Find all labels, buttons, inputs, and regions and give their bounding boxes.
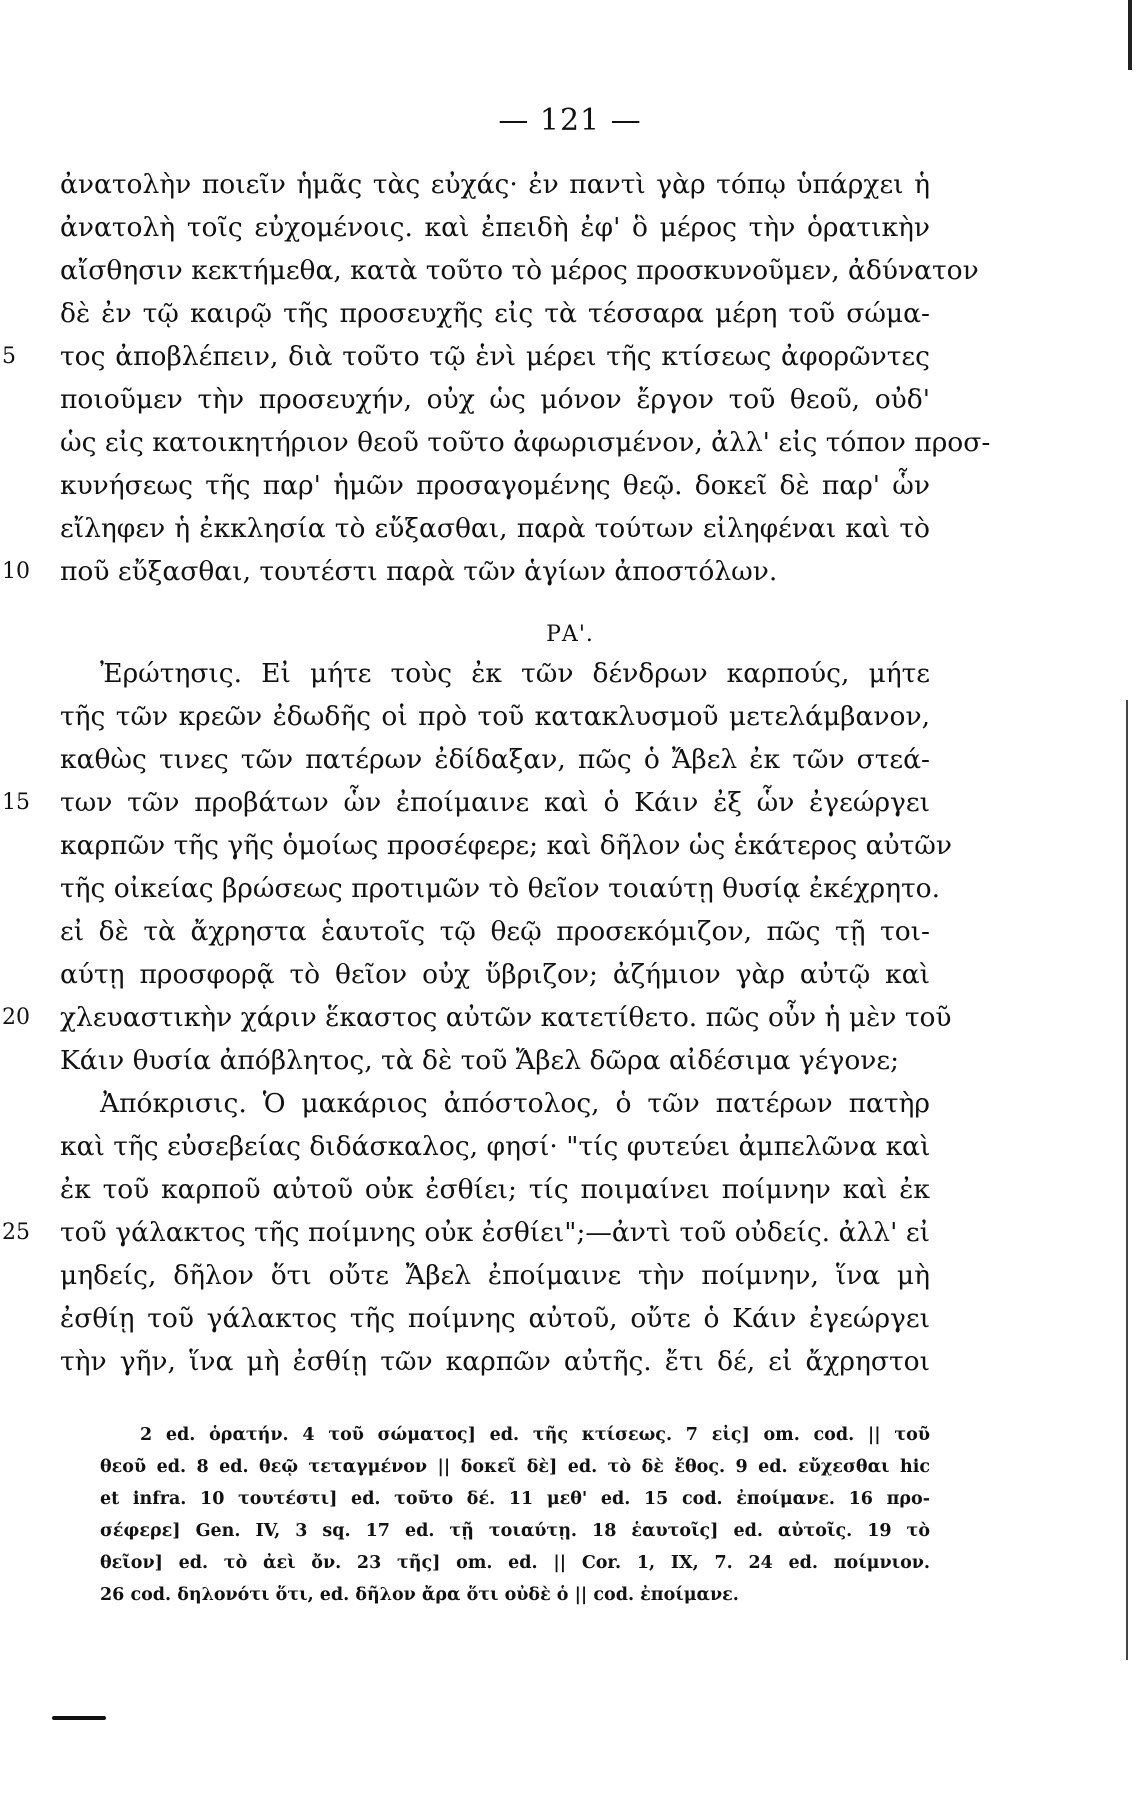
margin-line-number: 10 [2, 559, 30, 584]
footnote-line: et infra. 10 τουτέστι] ed. τοῦτο δέ. 11 μεθ' ed. 15 cod. ἐποίμανε. 16 προ- [100, 1489, 930, 1509]
text-line: μηδείς, δῆλον ὅτι οὔτε Ἄβελ ἐποίμαινε τὴν ποίμνην, ἵνα μὴ [60, 1260, 930, 1291]
text-line: καρπῶν τῆς γῆς ὁμοίως προσέφερε; καὶ δῆλον ὡς ἑκάτερος αὐτῶν [60, 830, 952, 861]
footnote-line: θεῖον] ed. τὸ ἀεὶ ὄν. 23 τῆς] om. ed. || Cor. 1, IX, 7. 24 ed. ποίμνιον. [100, 1553, 930, 1573]
footnote-line: 26 cod. δηλονότι ὅτι, ed. δῆλον ἄρα ὅτι οὐδὲ ὁ || cod. ἐποίμανε. [100, 1585, 739, 1605]
text-line: εἴληφεν ἡ ἐκκλησία τὸ εὔξασθαι, παρὰ τούτων εἰληφέναι καὶ τὸ [60, 513, 930, 544]
text-line: αύτῃ προσφορᾷ τὸ θεῖον οὐχ ὕβριζον; ἀζήμιον γὰρ αὐτῷ καὶ [60, 959, 930, 990]
text-line: καθὼς τινες τῶν πατέρων ἐδίδαξαν, πῶς ὁ Ἄβελ ἐκ τῶν στεά- [60, 744, 930, 775]
text-line: τος ἀποβλέπειν, διὰ τοῦτο τῷ ἑνὶ μέρει τῆς κτίσεως ἀφορῶντες [60, 341, 930, 372]
text-line: ἐσθίῃ τοῦ γάλακτος τῆς ποίμνης αὐτοῦ, οὔτε ὁ Κάιν ἐγεώργει [60, 1303, 930, 1334]
text-line: αἴσθησιν κεκτήμεθα, κατὰ τοῦτο τὸ μέρος προσκυνοῦμεν, ἀδύνατον [60, 255, 979, 286]
text-line: δὲ ἐν τῷ καιρῷ τῆς προσευχῆς εἰς τὰ τέσσαρα μέρη τοῦ σώμα- [60, 298, 930, 329]
text-line: ποιοῦμεν τὴν προσευχήν, οὐχ ὡς μόνον ἔργον τοῦ θεοῦ, οὐδ' [60, 384, 930, 415]
footnote-line: 2 ed. ὁρατήν. 4 τοῦ σώματος] ed. τῆς κτίσεως. 7 εἰς] om. cod. || τοῦ [140, 1425, 930, 1445]
text-line: εἰ δὲ τὰ ἄχρηστα ἑαυτοῖς τῷ θεῷ προσεκόμιζον, πῶς τῇ τοι- [60, 916, 930, 947]
text-line: Ἀπόκρισις. Ὁ μακάριος ἀπόστολος, ὁ τῶν πατέρων πατὴρ [100, 1088, 930, 1119]
margin-line-number: 25 [2, 1220, 30, 1245]
text-line: τῆς τῶν κρεῶν ἐδωδῆς οἱ πρὸ τοῦ κατακλυσμοῦ μετελάμβανον, [60, 701, 930, 732]
text-line: των τῶν προβάτων ὧν ἐποίμαινε καὶ ὁ Κάιν ἐξ ὧν ἐγεώργει [60, 787, 930, 818]
text-line: ἀνατολὴ τοῖς εὐχομένοις. καὶ ἐπειδὴ ἐφ' ὃ μέρος τὴν ὁρατικὴν [60, 212, 930, 243]
scan-edge-mark [1128, 0, 1132, 70]
text-line: ὡς εἰς κατοικητήριον θεοῦ τοῦτο ἀφωρισμένον, ἀλλ' εἰς τόπον προσ- [60, 427, 991, 458]
scan-side-rule [1126, 700, 1128, 1660]
text-line: Κάιν θυσία ἀπόβλητος, τὰ δὲ τοῦ Ἄβελ δῶρα αἰδέσιμα γέγονε; [60, 1045, 900, 1076]
text-line: ἐκ τοῦ καρποῦ αὐτοῦ οὐκ ἐσθίει; τίς ποιμαίνει ποίμνην καὶ ἐκ [60, 1174, 930, 1205]
text-line: τοῦ γάλακτος τῆς ποίμνης οὐκ ἐσθίει";—ἀντὶ τοῦ οὐδείς. ἀλλ' εἰ [60, 1217, 930, 1248]
margin-line-number: 15 [2, 790, 30, 815]
text-line: κυνήσεως τῆς παρ' ἡμῶν προσαγομένης θεῷ. δοκεῖ δὲ παρ' ὧν [60, 470, 930, 501]
text-line: ποῦ εὔξασθαι, τουτέστι παρὰ τῶν ἁγίων ἀποστόλων. [60, 556, 778, 587]
margin-line-number: 20 [2, 1005, 30, 1030]
section-heading: ΡΑ'. [546, 622, 594, 647]
text-line: Ἐρώτησις. Εἰ μήτε τοὺς ἐκ τῶν δένδρων καρπούς, μήτε [100, 658, 930, 689]
scan-ink-mark [52, 1716, 106, 1720]
footnote-line: σέφερε] Gen. IV, 3 sq. 17 ed. τῇ τοιαύτῃ. 18 ἑαυτοῖς] ed. αὐτοῖς. 19 τὸ [100, 1521, 930, 1541]
page-number: — 121 — [498, 103, 642, 138]
text-line: τῆς οἰκείας βρώσεως προτιμῶν τὸ θεῖον τοιαύτῃ θυσίᾳ ἐκέχρητο. [60, 873, 941, 904]
text-line: ἀνατολὴν ποιεῖν ἡμᾶς τὰς εὐχάς· ἐν παντὶ γὰρ τόπῳ ὑπάρχει ἡ [60, 169, 930, 200]
text-line: χλευαστικὴν χάριν ἕκαστος αὐτῶν κατετίθετο. πῶς οὖν ἡ μὲν τοῦ [60, 1002, 952, 1033]
margin-line-number: 5 [2, 344, 16, 369]
footnote-line: θεοῦ ed. 8 ed. θεῷ τεταγμένον || δοκεῖ δὲ] ed. τὸ δὲ ἔθος. 9 ed. εὔχεσθαι hic [100, 1457, 930, 1477]
text-line: καὶ τῆς εὐσεβείας διδάσκαλος, φησί· "τίς φυτεύει ἀμπελῶνα καὶ [60, 1131, 931, 1162]
text-line: τὴν γῆν, ἵνα μὴ ἐσθίῃ τῶν καρπῶν αὐτῆς. ἔτι δέ, εἰ ἄχρηστοι [60, 1346, 930, 1377]
